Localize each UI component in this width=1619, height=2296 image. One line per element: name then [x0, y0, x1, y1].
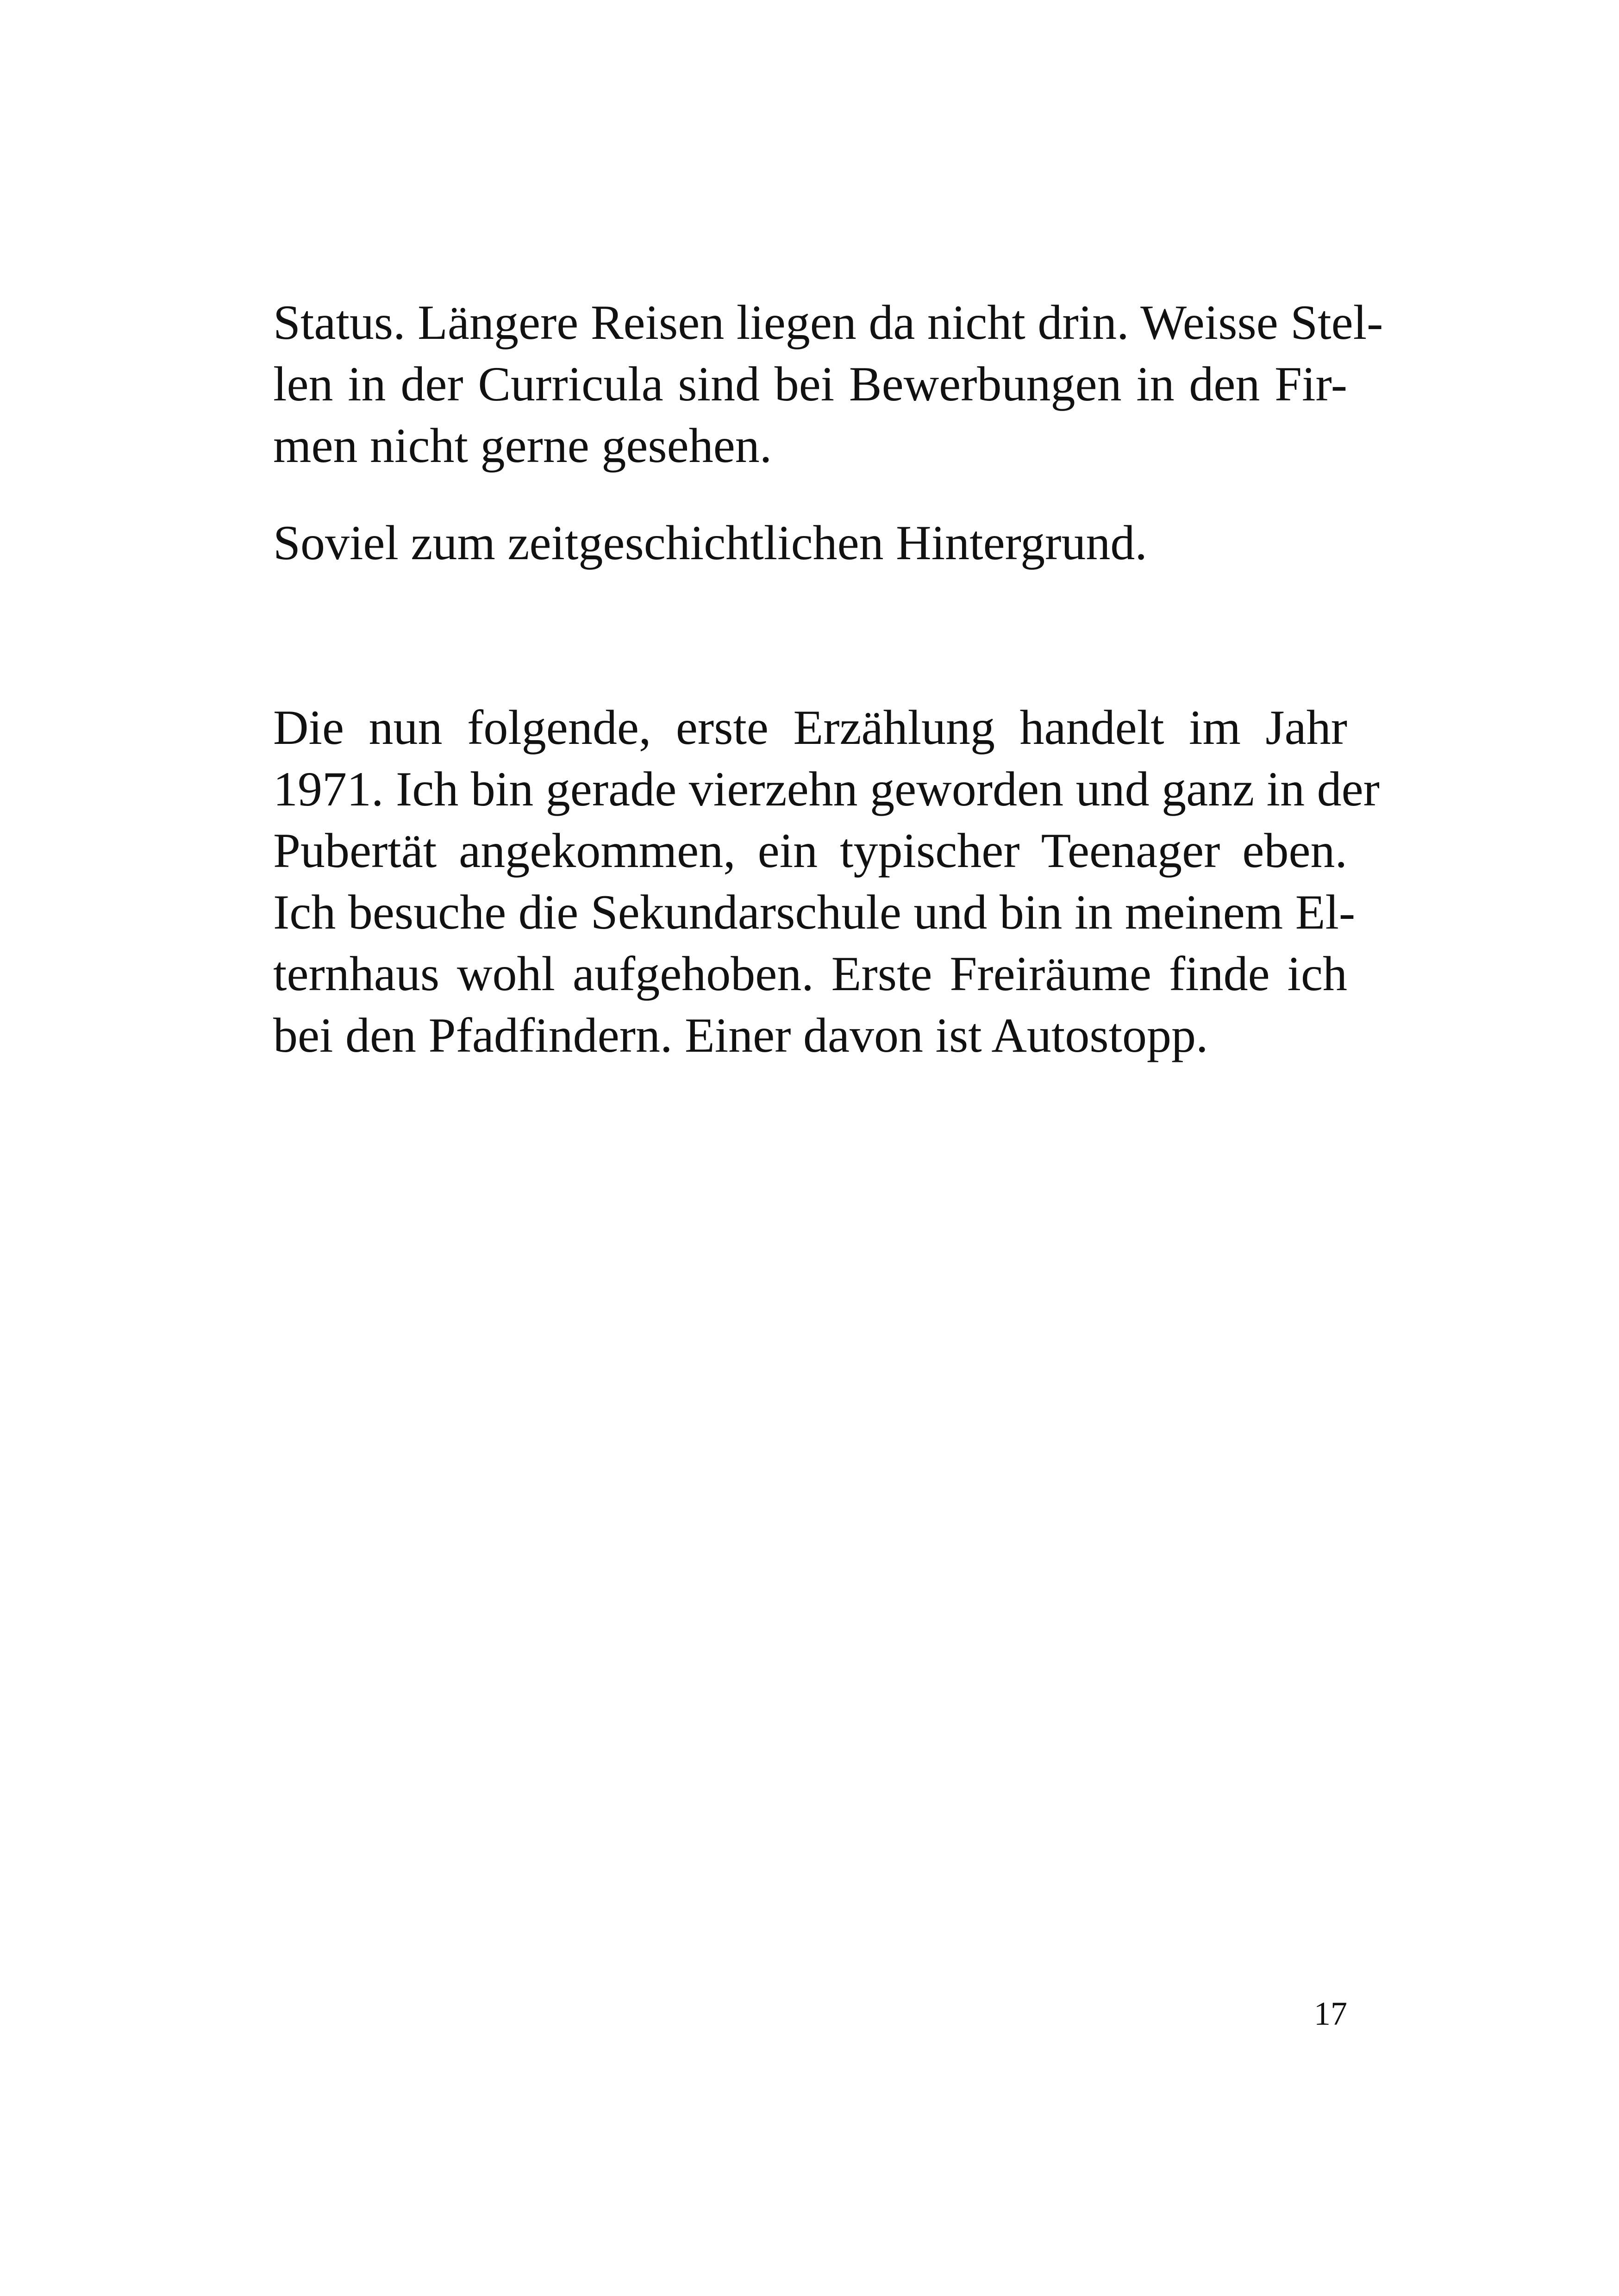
- text-line: len in der Curricula sind bei Bewerbungen in den Fir-: [273, 357, 1347, 411]
- page-number: 17: [1314, 1995, 1347, 2032]
- paragraph-context: [273, 292, 1383, 476]
- text-line: bei den Pfadfindern. Einer davon ist Autostopp.: [273, 1008, 1208, 1062]
- text-line: 1971. Ich bin gerade vierzehn geworden und ganz in der: [273, 762, 1380, 816]
- paragraph-summary: [273, 512, 1347, 574]
- paragraph-story-intro: [273, 697, 1380, 1066]
- text-line: Status. Längere Reisen liegen da nicht drin. Weisse Stel-: [273, 295, 1383, 349]
- text-line: Soviel zum zeitgeschichtlichen Hintergrund.: [273, 516, 1147, 570]
- text-line: Pubertät angekommen, ein typischer Teenager eben.: [273, 824, 1347, 878]
- text-line: ternhaus wohl aufgehoben. Erste Freiräume finde ich: [273, 947, 1347, 1001]
- text-line: Die nun folgende, erste Erzählung handelt im Jahr: [273, 700, 1347, 755]
- text-line: Ich besuche die Sekundarschule und bin in meinem El-: [273, 885, 1356, 939]
- text-line: men nicht gerne gesehen.: [273, 418, 772, 473]
